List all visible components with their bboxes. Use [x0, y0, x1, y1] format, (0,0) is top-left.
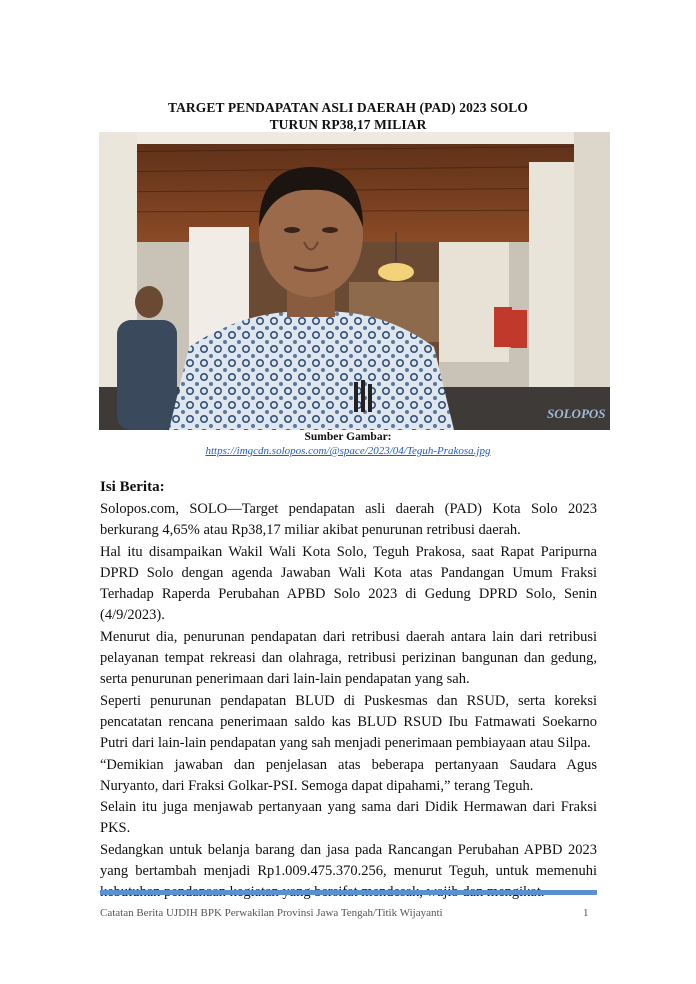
image-source-link[interactable]: https://imgcdn.solopos.com/@space/2023/04/Teguh-Prakosa.jpg — [205, 445, 491, 457]
image-source-label: Sumber Gambar: — [304, 431, 392, 443]
news-photo — [99, 132, 610, 430]
paragraph: Menurut dia, penurunan pendapatan dari retribusi daerah antara lain dari retribusi pelayanan tempat rekreasi dan olahraga, retribusi perizinan bangunan dan gedung, serta penurunan penerimaan dari lain-lain pendapatan yang sah. — [100, 628, 597, 688]
paragraph: “Demikian jawaban dan penjelasan atas beberapa pertanyaan Saudara Agus Nuryanto, dari Fraksi Golkar-PSI. Semoga dapat dipahami,” terang Teguh. — [100, 756, 597, 794]
footer-divider — [100, 890, 597, 895]
paragraph: Seperti penurunan pendapatan BLUD di Puskesmas dan RSUD, serta koreksi pencatatan rencana penerimaan saldo kas BLUD RSUD Ibu Fatmawati Soekarno Putri dari lain-lain pendapatan yang sah menjadi penerimaan pembiayaan atau Silpa. — [100, 692, 597, 752]
paragraph: Hal itu disampaikan Wakil Wali Kota Solo, Teguh Prakosa, saat Rapat Paripurna DPRD Solo dengan agenda Jawaban Wali Kota atas Pandangan Umum Fraksi Terhadap Raperda Perubahan APBD Solo 2023 di Gedung DPRD Solo, Senin (4/9/2023). — [100, 543, 597, 624]
paragraph: Solopos.com, SOLO—Target pendapatan asli daerah (PAD) Kota Solo 2023 berkurang 4,65% atau Rp38,17 miliar akibat penurunan retribusi daerah. — [100, 501, 597, 539]
article-body — [100, 499, 597, 904]
section-heading: Isi Berita: — [100, 479, 165, 495]
article-title-line-1: TARGET PENDAPATAN ASLI DAERAH (PAD) 2023 SOLO — [167, 100, 529, 115]
paragraph: Selain itu juga menjawab pertanyaan yang sama dari Didik Hermawan dari Fraksi PKS. — [100, 799, 597, 837]
paragraph: Sedangkan untuk belanja barang dan jasa pada Rancangan Perubahan APBD 2023 yang bertambah menjadi Rp1.009.475.370.256, menurut Teguh, untuk memenuhi — [100, 841, 597, 880]
footer-text: Catatan Berita UJDIH BPK Perwakilan Provinsi Jawa Tengah/Titik Wijayanti — [100, 907, 443, 919]
page-number: 1 — [583, 907, 589, 919]
article-title — [100, 99, 596, 133]
article-title-line-2: TURUN RP38,17 MILIAR — [269, 117, 427, 132]
photo-watermark: SOLOPOS — [547, 406, 606, 421]
